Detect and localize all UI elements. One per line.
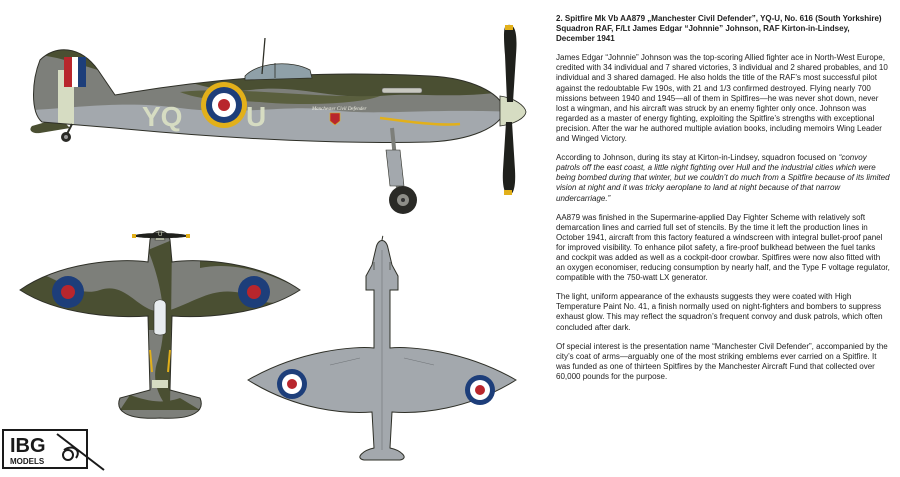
code-left: YQ bbox=[142, 101, 183, 132]
top-view bbox=[0, 220, 320, 440]
svg-text:IBG: IBG bbox=[10, 435, 46, 457]
underside-roundel-left bbox=[277, 369, 307, 399]
paragraph-2 bbox=[556, 153, 890, 203]
heading: 2. Spitfire Mk Vb AA879 „Manchester Civil Defender”, YQ-U, No. 616 (South Yorkshire) Squadron RAF, F/Lt James Edgar “Johnnie” Johnson, RAF Kirton-in-Lindsey, December 1941 bbox=[556, 14, 882, 44]
paragraph-1: James Edgar “Johnnie” Johnson was the top-scoring Allied fighter ace in North-West Europe, credited with 34 individual and 7 shared victories, 3 individual and 2 shared probables, and 10 individual and 3 shared damaged. He also holds the title of the RAF’s most successful pilot against the redoubtable Fw 190s, with 21 and 1/3 confirmed destroyed. Flying nearly 700 missions between 1940 and 1945—all of them in Spitfires—he was never shot down, never lost a wingman, and his aircraft was struck by an enemy fighter only once. Johnson was regarded as a master of energy fighting, exploiting the Spitfire’s strengths with exceptional precision. After the war he authored multiple aviation books, including memoirs Wing Leader and Winged Victory. bbox=[556, 53, 888, 144]
canopy bbox=[245, 64, 312, 80]
upper-wing-roundel-right bbox=[238, 276, 270, 308]
description-text bbox=[556, 14, 890, 391]
johnson-quote: “convoy patrols off the east coast, a little night fighting over Hull and the industrial cities which were being bombed during that winter, but we couldn’t do much from a Spitfire because of its limited vision at night and it was tricky aeroplane to land at night because of that narrow undercarriage.” bbox=[556, 153, 890, 203]
code-right: U bbox=[246, 101, 267, 132]
underside-view bbox=[248, 236, 516, 460]
paragraph-3: AA879 was finished in the Supermarine-applied Day Fighter Scheme with relatively soft demarcation lines and carried full set of stencils. By the time it left the production lines in October 1941, aircraft from this factory featured a windscreen with integral bullet-proof panel for improved visibility. To enhance pilot safety, a fire-proof bulkhead between the fuel tanks and cockpit was added as well as a cockpit-door crowbar. Spitfires were now also fitted with an oxygen economiser, reducing consumption by nearly half, and the Type F voltage regulator, compatible with the 750-watt LX generator. bbox=[556, 212, 890, 283]
side-profile bbox=[0, 25, 526, 214]
svg-text:MODELS: MODELS bbox=[10, 457, 45, 466]
exhausts bbox=[382, 88, 422, 93]
upper-code: U bbox=[158, 232, 163, 238]
fuselage-roundel bbox=[201, 82, 247, 128]
paragraph-5: Of special interest is the presentation name “Manchester Civil Defender”, accompanied by the city’s coat of arms—arguably one of the most striking emblems ever carried on a Spitfire. It was funded as one of thirteen Spitfires by the Manchester Aircraft Fund that collected over 60,000 pounds for the purpose. bbox=[556, 341, 888, 381]
presentation-name: Manchester Civil Defender bbox=[312, 107, 367, 112]
paragraph-4: The light, uniform appearance of the exhausts suggests they were coated with High Temperature Paint No. 41, a finish normally used on night-fighters and bombers to suppress exhaust glow. This may reflect the squadron’s frequent convoy and dusk patrols, which often concluded after dark. bbox=[556, 292, 883, 332]
paragraph-2-intro: According to Johnson, during its stay at Kirton-in-Lindsey, squadron focused on bbox=[556, 153, 839, 163]
upper-wing-roundel-left bbox=[52, 276, 84, 308]
ibg-models-logo bbox=[2, 424, 106, 477]
underside-roundel-right bbox=[465, 375, 495, 405]
fin-flash bbox=[64, 57, 86, 87]
